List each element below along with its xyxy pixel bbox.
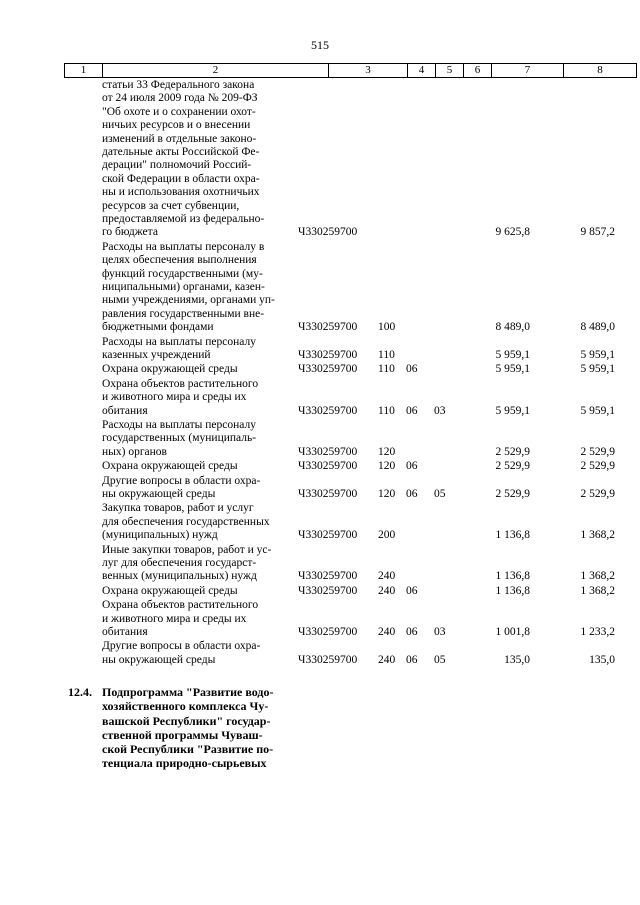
cell-code: Ч330259700 bbox=[298, 348, 358, 361]
budget-table-body bbox=[64, 79, 615, 770]
row-description bbox=[102, 640, 326, 667]
header-col-2: 2 bbox=[103, 64, 329, 78]
row-description bbox=[102, 544, 326, 584]
cell-code: Ч330259700 bbox=[298, 321, 358, 334]
cell-code: Ч330259700 bbox=[298, 460, 358, 473]
row-description-line: государственных (муниципаль- bbox=[102, 432, 257, 445]
row-description bbox=[102, 475, 326, 502]
row-description bbox=[102, 241, 326, 335]
row-description-line: предоставляемой из федерально- bbox=[102, 213, 265, 226]
header-col-6: 6 bbox=[464, 64, 492, 78]
row-description-line: Закупка товаров, работ и услуг bbox=[102, 502, 254, 515]
table-row bbox=[64, 79, 615, 240]
row-description-line: для обеспечения государственных bbox=[102, 515, 270, 528]
row-description-line: обитания bbox=[102, 404, 148, 417]
row-description-line: ны окружающей среды bbox=[102, 653, 216, 666]
row-description-line: Расходы на выплаты персоналу bbox=[102, 418, 256, 431]
cell-amount-year2: 2 529,9 bbox=[580, 445, 615, 458]
row-description-line: Охрана окружающей среды bbox=[102, 460, 238, 473]
cell-amount-year1: 2 529,9 bbox=[495, 460, 530, 473]
subprogram-number: 12.4. bbox=[68, 685, 92, 700]
cell-section: 06 bbox=[406, 363, 418, 376]
table-row bbox=[64, 502, 615, 542]
cell-amount-year1: 1 001,8 bbox=[495, 625, 530, 638]
subprogram-title bbox=[102, 685, 326, 770]
table-header bbox=[64, 63, 637, 78]
row-description-line: Иные закупки товаров, работ и ус- bbox=[102, 543, 272, 556]
subprogram-title-line: тенциала природно-сырьевых bbox=[102, 756, 267, 771]
row-description bbox=[102, 585, 326, 598]
row-description-line: ны окружающей среды bbox=[102, 487, 216, 500]
row-description bbox=[102, 336, 326, 363]
table-row bbox=[64, 363, 615, 376]
subprogram-title-line: вашской Республики" государ- bbox=[102, 713, 271, 728]
cell-amount-year2: 5 959,1 bbox=[580, 348, 615, 361]
row-description-line: изменений в отдельные законо- bbox=[102, 132, 257, 145]
cell-code: Ч330259700 bbox=[298, 570, 358, 583]
table-row bbox=[64, 599, 615, 639]
row-description-line: статьи 33 Федерального закона bbox=[102, 79, 255, 91]
cell-expense-type: 120 bbox=[378, 460, 396, 473]
row-description-line: Охрана окружающей среды bbox=[102, 363, 238, 376]
row-description-line: дательные акты Российской Фе- bbox=[102, 146, 260, 159]
row-description-line: бюджетными фондами bbox=[102, 321, 214, 334]
row-description-line: ных) органов bbox=[102, 445, 167, 458]
row-description-line: Охрана объектов растительного bbox=[102, 599, 259, 612]
row-description bbox=[102, 378, 326, 418]
cell-amount-year1: 5 959,1 bbox=[495, 348, 530, 361]
cell-code: Ч330259700 bbox=[298, 529, 358, 542]
cell-code: Ч330259700 bbox=[298, 487, 358, 500]
subprogram-title-line: Подпрограмма "Развитие водо- bbox=[102, 685, 274, 700]
row-description-line: венных (муниципальных) нужд bbox=[102, 570, 257, 583]
cell-amount-year1: 1 136,8 bbox=[495, 570, 530, 583]
cell-expense-type: 120 bbox=[378, 487, 396, 500]
cell-expense-type: 240 bbox=[378, 570, 396, 583]
cell-code: Ч330259700 bbox=[298, 653, 358, 666]
row-description-line: Охрана объектов растительного bbox=[102, 377, 259, 390]
row-description bbox=[102, 599, 326, 639]
cell-expense-type: 240 bbox=[378, 584, 396, 597]
cell-amount-year1: 5 959,1 bbox=[495, 363, 530, 376]
cell-amount-year2: 8 489,0 bbox=[580, 321, 615, 334]
cell-amount-year1: 9 625,8 bbox=[495, 226, 530, 239]
table-row bbox=[64, 378, 615, 418]
cell-code: Ч330259700 bbox=[298, 625, 358, 638]
cell-subsection: 03 bbox=[434, 404, 446, 417]
cell-amount-year1: 1 136,8 bbox=[495, 529, 530, 542]
cell-expense-type: 240 bbox=[378, 625, 396, 638]
row-description-line: ными учреждениями, органами уп- bbox=[102, 294, 275, 307]
table-row bbox=[64, 640, 615, 667]
row-description-line: равления государственными вне- bbox=[102, 307, 265, 320]
row-description-line: ресурсов за счет субвенции, bbox=[102, 199, 240, 212]
row-description-line: (муниципальных) нужд bbox=[102, 529, 218, 542]
cell-amount-year2: 1 368,2 bbox=[580, 584, 615, 597]
cell-subsection: 05 bbox=[434, 487, 446, 500]
row-description bbox=[102, 79, 326, 240]
cell-amount-year1: 5 959,1 bbox=[495, 404, 530, 417]
cell-expense-type: 200 bbox=[378, 529, 396, 542]
cell-expense-type: 110 bbox=[378, 363, 395, 376]
row-description-line: и животного мира и среды их bbox=[102, 391, 247, 404]
cell-amount-year1: 2 529,9 bbox=[495, 487, 530, 500]
cell-subsection: 05 bbox=[434, 653, 446, 666]
row-description-line: ничьих ресурсов и о внесении bbox=[102, 119, 251, 132]
table-row bbox=[64, 585, 615, 598]
cell-amount-year1: 2 529,9 bbox=[495, 445, 530, 458]
header-col-5: 5 bbox=[436, 64, 464, 78]
cell-expense-type: 120 bbox=[378, 445, 396, 458]
cell-amount-year1: 1 136,8 bbox=[495, 584, 530, 597]
subprogram-row bbox=[64, 685, 615, 770]
row-description-line: дерации" полномочий Россий- bbox=[102, 159, 252, 172]
row-description-line: ниципальными) органами, казен- bbox=[102, 281, 265, 294]
cell-amount-year1: 135,0 bbox=[504, 653, 530, 666]
row-description-line: Охрана окружающей среды bbox=[102, 584, 238, 597]
table-row bbox=[64, 544, 615, 584]
row-description-line: ны и использования охотничьих bbox=[102, 186, 260, 199]
row-description bbox=[102, 460, 326, 473]
cell-amount-year2: 9 857,2 bbox=[580, 226, 615, 239]
row-description-line: го бюджета bbox=[102, 226, 158, 239]
cell-amount-year2: 1 233,2 bbox=[580, 625, 615, 638]
cell-code: Ч330259700 bbox=[298, 226, 358, 239]
row-description-line: луг для обеспечения государст- bbox=[102, 556, 257, 569]
cell-section: 06 bbox=[406, 404, 418, 417]
header-col-8: 8 bbox=[564, 64, 637, 78]
cell-expense-type: 240 bbox=[378, 653, 396, 666]
table-row bbox=[64, 475, 615, 502]
cell-section: 06 bbox=[406, 653, 418, 666]
row-description-line: Расходы на выплаты персоналу bbox=[102, 335, 256, 348]
cell-section: 06 bbox=[406, 460, 418, 473]
header-col-1: 1 bbox=[65, 64, 103, 78]
cell-expense-type: 110 bbox=[378, 348, 395, 361]
row-description bbox=[102, 502, 326, 542]
cell-subsection: 03 bbox=[434, 625, 446, 638]
row-description bbox=[102, 419, 326, 459]
row-description-line: и животного мира и среды их bbox=[102, 612, 247, 625]
cell-amount-year2: 2 529,9 bbox=[580, 460, 615, 473]
cell-expense-type: 100 bbox=[378, 321, 396, 334]
page-number: 515 bbox=[311, 38, 329, 52]
row-description-line: Другие вопросы в области охра- bbox=[102, 640, 261, 653]
row-description-line: казенных учреждений bbox=[102, 349, 211, 361]
cell-amount-year2: 1 368,2 bbox=[580, 529, 615, 542]
row-description-line: ской Федерации в области охра- bbox=[102, 172, 260, 185]
cell-amount-year2: 1 368,2 bbox=[580, 570, 615, 583]
row-description-line: Другие вопросы в области охра- bbox=[102, 474, 261, 487]
subprogram-title-line: хозяйственного комплекса Чу- bbox=[102, 699, 269, 714]
row-description-line: "Об охоте и о сохранении охот- bbox=[102, 105, 256, 118]
table-row bbox=[64, 419, 615, 459]
header-col-3: 3 bbox=[329, 64, 408, 78]
row-description bbox=[102, 363, 326, 376]
cell-section: 06 bbox=[406, 625, 418, 638]
header-col-4: 4 bbox=[408, 64, 436, 78]
cell-code: Ч330259700 bbox=[298, 584, 358, 597]
cell-amount-year2: 135,0 bbox=[589, 653, 615, 666]
cell-section: 06 bbox=[406, 487, 418, 500]
subprogram-title-line: ственной программы Чуваш- bbox=[102, 727, 263, 742]
cell-amount-year2: 5 959,1 bbox=[580, 363, 615, 376]
cell-amount-year2: 5 959,1 bbox=[580, 404, 615, 417]
cell-code: Ч330259700 bbox=[298, 363, 358, 376]
table-row bbox=[64, 241, 615, 335]
cell-section: 06 bbox=[406, 584, 418, 597]
cell-code: Ч330259700 bbox=[298, 445, 358, 458]
header-col-7: 7 bbox=[492, 64, 564, 78]
row-description-line: от 24 июля 2009 года № 209-ФЗ bbox=[102, 92, 258, 105]
row-description-line: обитания bbox=[102, 625, 148, 638]
cell-expense-type: 110 bbox=[378, 404, 395, 417]
cell-amount-year1: 8 489,0 bbox=[495, 321, 530, 334]
cell-code: Ч330259700 bbox=[298, 404, 358, 417]
row-description-line: функций государственными (му- bbox=[102, 267, 263, 280]
subprogram-title-line: ской Республики "Развитие по- bbox=[102, 741, 274, 756]
table-row bbox=[64, 336, 615, 363]
cell-amount-year2: 2 529,9 bbox=[580, 487, 615, 500]
row-description-line: Расходы на выплаты персоналу в bbox=[102, 240, 265, 253]
row-description-line: целях обеспечения выполнения bbox=[102, 254, 257, 267]
table-row bbox=[64, 460, 615, 473]
